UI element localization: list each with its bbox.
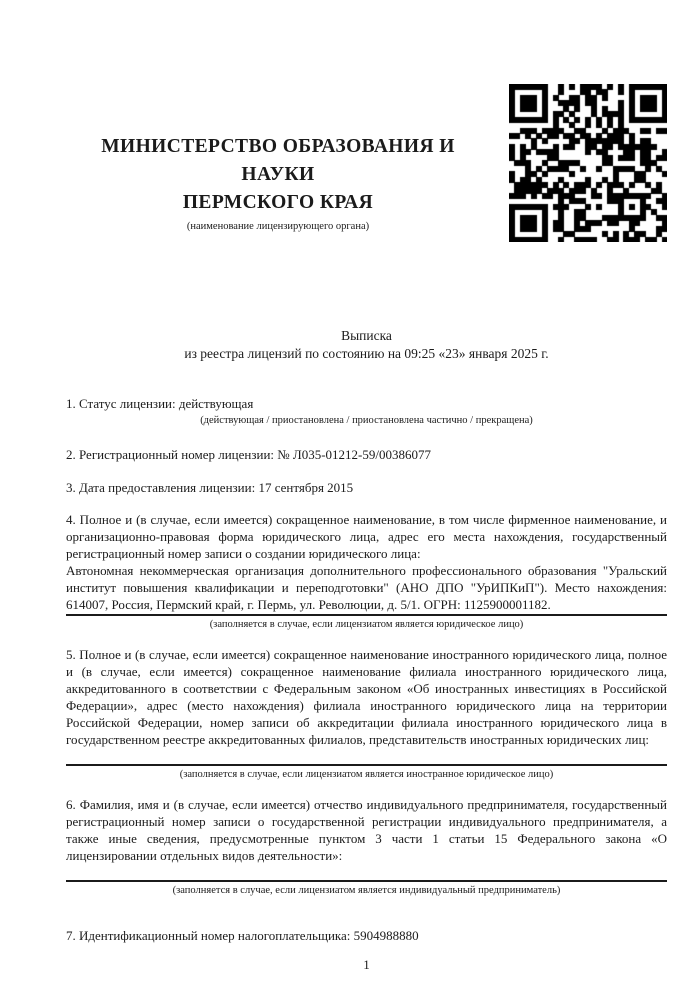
- item-4-caption: (заполняется в случае, если лицензиатом является юридическое лицо): [209, 619, 524, 630]
- item-4-text: 4. Полное и (в случае, если имеется) сокращенное наименование, в том числе фирменное наименование, и организационно-правовая форма юридического лица, адрес его места нахождения, государственный регистрационный номер записи о создании юридического лица:: [66, 512, 667, 561]
- qr-code-image: [509, 84, 667, 242]
- item-1-text: 1. Статус лицензии: действующая: [66, 396, 254, 411]
- item-6-empty-field-line: [66, 864, 667, 882]
- document-title-line2: из реестра лицензий по состоянию на 09:25 «23» января 2025 г.: [184, 346, 549, 361]
- ministry-name-line2: ПЕРМСКОГО КРАЯ: [182, 192, 374, 213]
- license-item-legal-entity: [66, 511, 667, 631]
- qr-code: [509, 84, 667, 242]
- item-1-caption: (действующая / приостановлена / приостановлена частично / прекращена): [200, 415, 533, 426]
- document-title: [66, 327, 667, 363]
- ministry-name-line1: МИНИСТЕРСТВО ОБРАЗОВАНИЯ И НАУКИ: [101, 136, 455, 185]
- item-4-value: Автономная некоммерческая организация дополнительного профессионального образования "Уральский институт повышения квалификации и переподготовки" (АНО ДПО "УрИПКиП"). Место нахождения: 614007, Россия, Пермский край, г. Пермь, ул. Революции, д. 5/1. ОГРН: 1125900001182.: [66, 562, 667, 616]
- license-item-registration-number: [66, 446, 667, 463]
- page-number: 1: [363, 957, 370, 972]
- item-5-text: 5. Полное и (в случае, если имеется) сокращенное наименование иностранного юридического лица, полное и (в случае, если имеется) сокращенное наименование филиала иностранного юридического лица, аккредитованного в соответствии с Федеральным законом «Об иностранных инвестициях в Российской Федерации», адрес (место нахождения) филиала иностранного юридического лица на территории Российской Федерации, номер записи об аккредитации филиала иностранного юридического лица в государственном реестре аккредитованных филиалов, представительств иностранных юридических лиц:: [66, 647, 667, 747]
- license-item-individual-entrepreneur: [66, 796, 667, 897]
- document-title-line1: Выписка: [341, 328, 392, 343]
- item-6-caption: (заполняется в случае, если лицензиатом является индивидуальный предприниматель): [172, 885, 561, 896]
- license-item-grant-date: [66, 479, 667, 496]
- license-item-status: [66, 395, 667, 427]
- ministry-name: [66, 133, 490, 217]
- item-7-text: 7. Идентификационный номер налогоплательщика: 5904988880: [66, 928, 419, 943]
- ministry-caption: (наименование лицензирующего органа): [186, 221, 370, 232]
- item-5-caption: (заполняется в случае, если лицензиатом является иностранное юридическое лицо): [179, 769, 554, 780]
- licensing-authority-header: [66, 0, 490, 233]
- item-3-text: 3. Дата предоставления лицензии: 17 сентября 2015: [66, 480, 354, 495]
- item-5-empty-field-line: [66, 748, 667, 766]
- license-item-foreign-entity: [66, 646, 667, 781]
- item-6-text: 6. Фамилия, имя и (в случае, если имеется) отчество индивидуального предпринимателя, государственный регистрационный номер записи о государственной регистрации индивидуального предпринимателя, а также иные сведения, предусмотренные пунктом 3 части 1 статьи 15 Федерального закона «О лицензировании отдельных видов деятельности»:: [66, 797, 667, 863]
- license-item-inn: [66, 927, 667, 944]
- item-2-text: 2. Регистрационный номер лицензии: № Л035-01212-59/00386077: [66, 447, 432, 462]
